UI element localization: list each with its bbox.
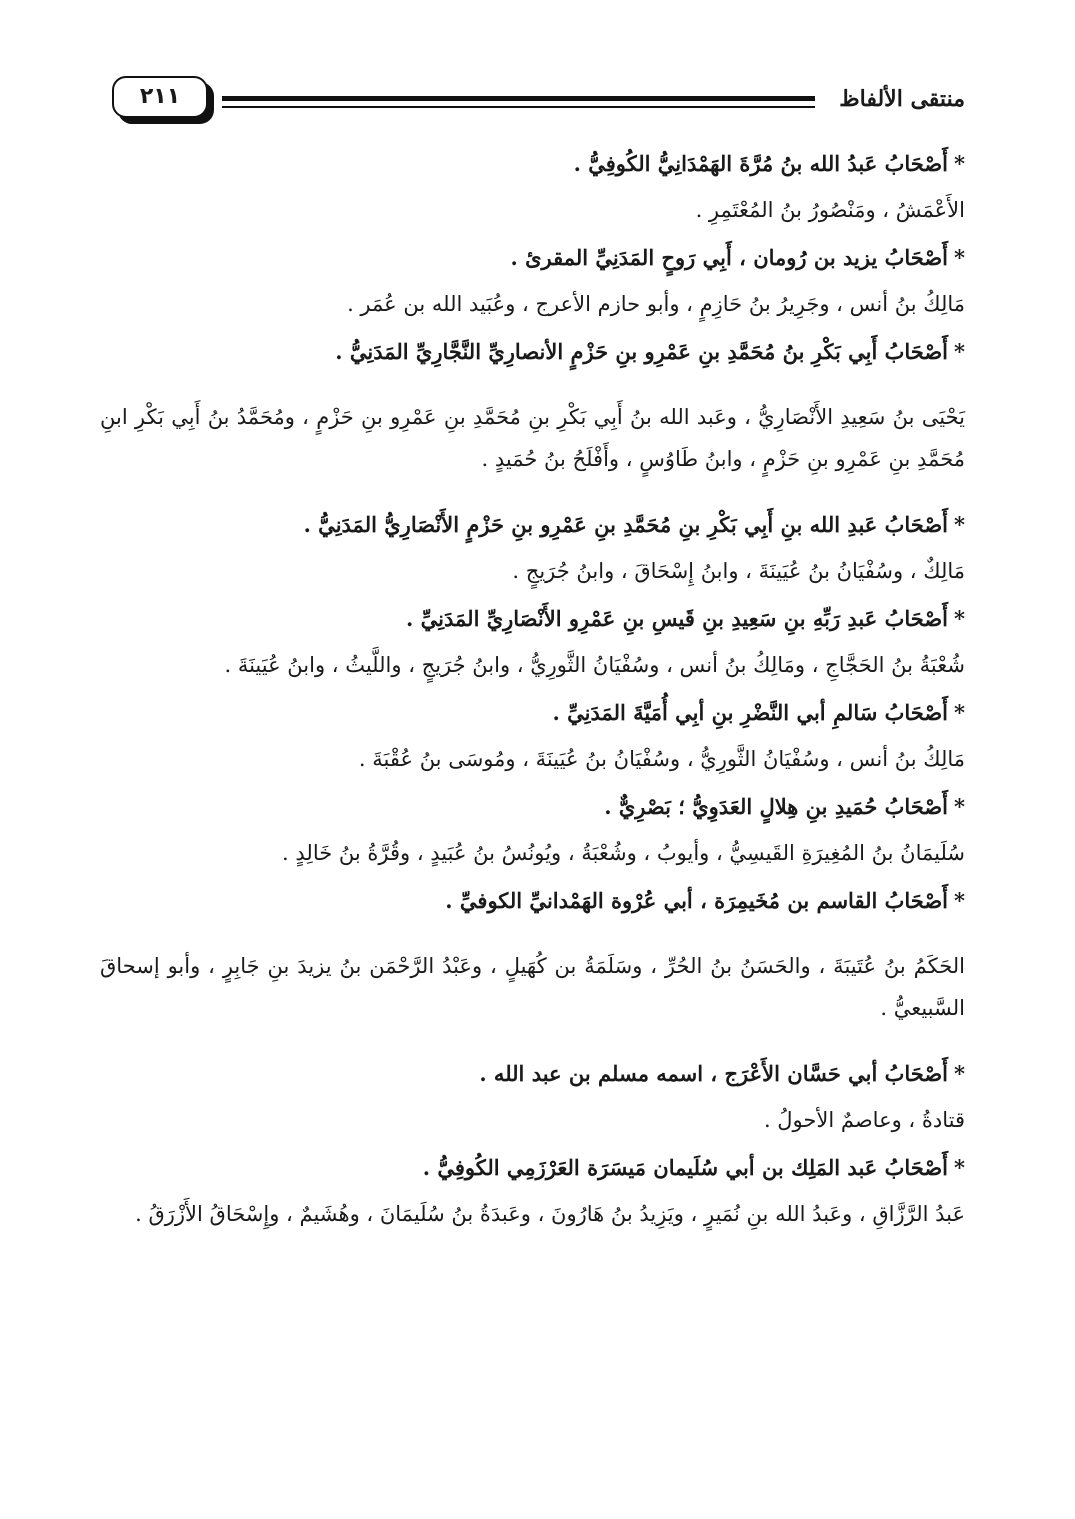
asterisk-icon: * xyxy=(954,151,965,176)
entry-body: مَالِكُ بنُ أنس ، وجَرِيرُ بنُ حَازِمٍ ، وأبو حازم الأعرج ، وعُبَيد الله بن عُمَر . xyxy=(347,292,965,316)
entry-heading-text: أَصْحَابُ عَبدِ الله بنِ أَبِي بَكْرِ بنِ مُحَمَّدِ بنِ عَمْرِو بنِ حَزْمٍ الأَنْصَارِيُّ المَدَنِيُّ . xyxy=(303,512,949,537)
page-number-box xyxy=(112,76,210,120)
entry-heading-text: أَصْحَابُ سَالمِ أبي النَّضْرِ بنِ أبِي أُمَيَّةَ المَدَنِيِّ . xyxy=(552,700,949,725)
entry-heading-text: أَصْحَابُ عَبدِ رَبِّهِ بنِ سَعِيدِ بنِ قَيسِ بنِ عَمْرِو الأَنْصَارِيِّ المَدَنِيِّ . xyxy=(406,606,949,631)
asterisk-icon: * xyxy=(954,1155,965,1180)
book-title: منتقى الألفاظ xyxy=(839,86,965,112)
entry-body: يَحْيَى بنُ سَعِيدِ الأَنْصَارِيُّ ، وعَبد الله بنُ أَبِي بَكْرِ بنِ مُحَمَّدِ بنِ عَمْرِو بنِ حَزْمٍ ، ومُحَمَّدُ بنُ أَبِي بَكْرِ ابنِ مُحَمَّدِ بنِ عَمْرِو بنِ حَزْمٍ ، وابنُ طَاوُسٍ ، وأَفْلَحُ بنُ حُمَيدٍ . xyxy=(100,405,965,471)
asterisk-icon: * xyxy=(954,700,965,725)
entry-heading xyxy=(100,877,965,924)
entry-heading xyxy=(100,140,965,187)
entry-heading xyxy=(100,1144,965,1191)
entry-heading-text: أَصْحَابُ أَبِي بَكْرِ بنُ مُحَمَّدِ بنِ عَمْرِو بنِ حَزْمٍ الأنصارِيِّ النَّجَّارِيِّ المَدَنِيُّ . xyxy=(335,339,949,364)
page-header xyxy=(100,60,965,130)
entry-heading xyxy=(100,1050,965,1097)
entry-heading-text: أَصْحَابُ حُمَيدِ بنِ هِلالٍ العَدَوِيُّ ؛ بَصْرِيٌّ . xyxy=(604,794,949,819)
header-rule-thick xyxy=(222,96,815,101)
header-rule xyxy=(222,96,815,110)
page-number: ٢١١ xyxy=(112,76,208,118)
entry-heading-text: أَصْحَابُ يزيد بن رُومان ، أَبِي رَوحٍ المَدَنِيِّ المقرئ . xyxy=(510,245,949,270)
asterisk-icon: * xyxy=(954,794,965,819)
entry-body: شُعْبَةُ بنُ الحَجَّاجِ ، ومَالِكُ بنُ أنس ، وسُفْيَانُ الثَّورِيُّ ، وابنُ جُرَيجٍ ، واللَّيثُ ، وابنُ عُيَينَةَ . xyxy=(224,653,965,677)
page-content xyxy=(100,140,965,1238)
entry-body: الحَكَمُ بنُ عُتَيبَةَ ، والحَسَنُ بنُ الحُرِّ ، وسَلَمَةُ بن كُهَيلٍ ، وعَبْدُ الرَّحْمَن بنُ يزيدَ بنِ جَابِرٍ ، وأبو إسحاقَ السَّبيعيُّ . xyxy=(100,954,965,1020)
asterisk-icon: * xyxy=(954,512,965,537)
entry-body: عَبدُ الرَّزَّاقِ ، وعَبدُ الله بنِ نُمَيرٍ ، ويَزِيدُ بنُ هَارُونَ ، وعَبدَةُ بنُ سُلَيمَانَ ، وهُشَيمٌ ، وإِسْحَاقُ الأَزْرَقُ . xyxy=(135,1202,965,1226)
asterisk-icon: * xyxy=(954,1061,965,1086)
asterisk-icon: * xyxy=(954,606,965,631)
entry-heading xyxy=(100,501,965,548)
entry-heading xyxy=(100,689,965,736)
entry-heading-text: أَصْحَابُ القاسم بن مُخَيمِرَة ، أبي عُرْوة الهَمْدانيِّ الكوفيِّ . xyxy=(445,888,949,913)
entry-heading-text: أَصْحَابُ أبي حَسَّان الأَعْرَج ، اسمه مسلم بن عبد الله . xyxy=(479,1061,949,1086)
entry-heading-text: أَصْحَابُ عَبدُ الله بنُ مُرَّةَ الهَمْدَانِيُّ الكُوفِيُّ . xyxy=(573,151,949,176)
entry-body: مَالِكٌ ، وسُفْيَانُ بنُ عُيَينَةَ ، وابنُ إِسْحَاقَ ، وابنُ جُرَيجٍ . xyxy=(512,559,965,583)
entry-heading-text: أَصْحَابُ عَبد المَلِك بن أبي سُلَيمان مَيسَرَة العَرْزَمِي الكُوفِيُّ . xyxy=(422,1155,949,1180)
asterisk-icon: * xyxy=(954,888,965,913)
entry-heading xyxy=(100,595,965,642)
entry-body: الأَعْمَشُ ، ومَنْصُورُ بنُ المُعْتَمِرِ . xyxy=(695,198,965,222)
entry-heading xyxy=(100,234,965,281)
entry-body: سُلَيمَانُ بنُ المُغِيرَةِ القَيسِيُّ ، وأيوبُ ، وشُعْبَةُ ، ويُونُسُ بنُ عُبَيدٍ ، وقُرَّةُ بنُ خَالِدٍ . xyxy=(282,841,965,865)
entry-body: مَالِكُ بنُ أنس ، وسُفْيَانُ الثَّورِيُّ ، وسُفْيَانُ بنُ عُيَينَةَ ، ومُوسَى بنُ عُقْبَةَ . xyxy=(358,747,965,771)
header-rule-thin xyxy=(222,106,815,108)
entry-body: قتادةُ ، وعاصمٌ الأحولُ . xyxy=(763,1108,965,1132)
asterisk-icon: * xyxy=(954,339,965,364)
entry-heading xyxy=(100,783,965,830)
entry-heading xyxy=(100,328,965,375)
asterisk-icon: * xyxy=(954,245,965,270)
